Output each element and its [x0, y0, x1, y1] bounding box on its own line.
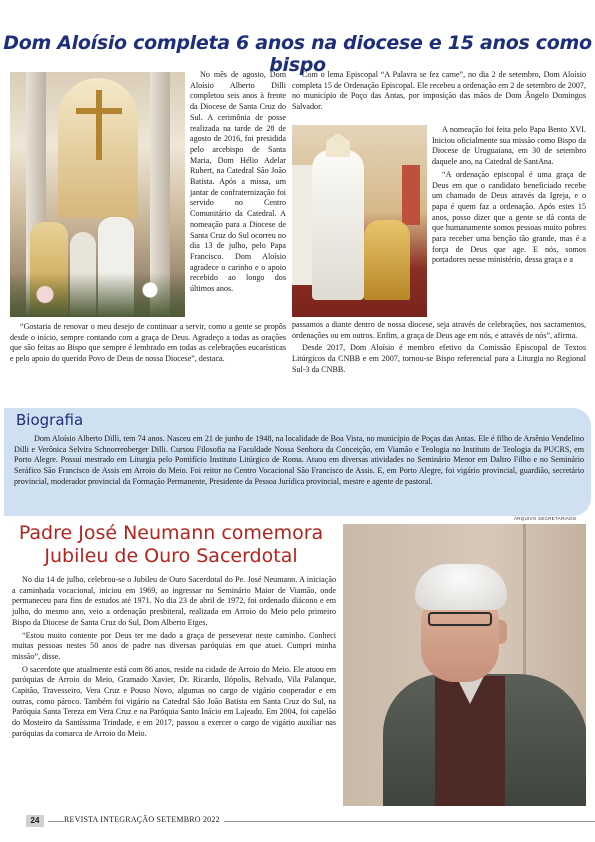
article1-paragraph: “A ordenação episcopal é uma graça de Deus em que o candidato beneficiado recebe um chamado de Deus através da Igreja, e o papa é quem faz a ordenação. Após estes 15 anos, posso dizer que a gente se dá conta de que humanamente somos pessoas muito pobres para receber uma benção tão grande, mas é a força de Deus que age. E nós, somos portadores nesse ministério, dessa graça e a — [432, 169, 586, 265]
photo-credit: ARQUIVO SECRETARIADO — [514, 516, 577, 521]
page-footer — [0, 812, 595, 830]
article2-headline-line: Padre José Neumann comemora — [18, 522, 324, 544]
article1-paragraph: passamos a diante dentro de nossa diocese, seja através de celebrações, nos sacramentos, ordenações ou em outros. Enfim, a graça de Deus age em nós, e através de nós”, afirma. — [292, 320, 586, 340]
article2-headline — [6, 522, 336, 568]
article1-paragraph: Desde 2017, Dom Aloísio é membro efetivo da Comissão Episcopal de Textos Litúrgicos da CNBB e em 2007, tornou-se Bispo referencial para a Liturgia no Regional Sul-3 da CNBB. — [292, 343, 586, 374]
article-headline: Dom Aloísio completa 6 anos na diocese e 15 anos como bispo — [3, 32, 592, 76]
article2-headline-line: Jubileu de Ouro Sacerdotal — [44, 545, 298, 567]
article1-paragraph: “Gostaria de renovar o meu desejo de continuar a servir, como a gente se propôs desde o início, sempre contando com a graça de Deus. Agradeço a todas as orações que são feitas ao Bispo que sempre é lembrado em todas as celebrações eucarísticas e pelo apoio do querido Povo de Deus de nossa Diocese”, destaca. — [10, 322, 286, 364]
article2-paragraph: O sacerdote que atualmente está com 86 anos, reside na cidade de Arroio do Meio. Ele atuou em paróquias de Arroio do Meio, Gramado Xavier, Dr. Ricardo, Ilópolis, Relvado, Vila Palanque, Capitão, Travesseiro, Vera Cruz e Pouso Novo, algumas no cargo de vigário cooperador e em outras, como pároco. Também foi vigário na Catedral São João Batista em Santa Cruz do Sul, na Paróquia Santa Tereza em Vera Cruz e na Paróquia Santo Inácio em Lajeado. Em 2004, foi capelão do Mosteiro da Santíssima Trindade, e em 2017, passou a exercer o cargo de vigário auxiliar nas paróquias da comarca de Arroio do Meio. — [12, 664, 336, 738]
padre-jose-portrait-photo — [343, 524, 586, 806]
article1-column2-narrow — [432, 125, 586, 268]
article2-paragraph: No dia 14 de julho, celebrou-se o Jubileu de Ouro Sacerdotal do Pe. José Neumann. A iniciação a caminhada vocacional, iniciou em 1969, ao ingressar no Seminário Maior de Viamão, onde permaneceu para fins de estudos até 1971. No dia 23 de abril de 1972, foi ordenado diácono e em julho, do mesmo ano, veio a ordenação presbiteral, realizada em Arroio do Meio pelo primeiro Bispo da Diocese de Santa Cruz do Sul, Dom Alberto Etges. — [12, 575, 336, 627]
article1-paragraph: A nomeação foi feita pelo Papa Bento XVI. Iniciou oficialmente sua missão como Bispo da Diocese de Uruguaiana, em 30 de setembro daquele ano, na Catedral de SantAna. — [432, 125, 586, 167]
biography-text — [14, 434, 584, 488]
cathedral-ceremony-photo — [10, 72, 185, 317]
biography-paragraph: Dom Aloísio Alberto Dilli, tem 74 anos. Nasceu em 21 de junho de 1948, na localidade de Boa Vista, no município de Poças das Antas. Ele é filho de Arsênio Vendelino Dilli e Verônica Selvira Schnorrenberger Dilli. Cursou Filosofia na Faculdade Nossa Senhora da Conceição, em Viamão e Teologia no Instituto de Teologia da PUCRS, em Porto Alegre. Possui mestrado em Liturgia pelo Pontifício Instituto Litúrgico de Roma. Atuou em diversas atividades no Seminário Menor em Daltro Filho e no Seminário Seráfico São Francisco de Assis em Arroio do Meio. Foi reitor no Centro Vocacional São Francisco de Assis. E, em Porto Alegre, foi vigário provincial, guardião, secretário provincial, moderador provincial da Formação Permanente, Presidente da Pessoa Jurídica provincial, mestre e agente de pastoral. — [14, 434, 584, 486]
page-number: 24 — [26, 815, 44, 827]
article1-paragraph: No mês de agosto, Dom Aloísio Alberto Dilli completou seis anos à frente da Diocese de Santa Cruz do Sul. A cerimônia de posse realizada na tarde de 28 de agosto de 2016, foi presidida pelo arcebispo de Santa Maria, Dom Hélio Adelar Rubert, na Catedral São João Batista. Após a missa, um jantar de confraternização foi servido no Centro Comunitário da Catedral. A nomeação para a Diocese de Santa Cruz do Sul ocorreu no dia 13 de julho, pelo Papa Francisco. Dom Aloísio agradece o carinho e o apoio recebido ao longo dos últimos anos. — [190, 70, 286, 294]
biography-title: Biografia — [16, 411, 84, 429]
magazine-name: REVISTA INTEGRAÇÃO SETEMBRO 2022 — [64, 815, 224, 824]
episcopal-ordination-photo — [292, 125, 427, 317]
article1-column2-bottom — [292, 320, 586, 378]
article1-column1-full — [10, 322, 286, 367]
article2-body — [12, 575, 336, 742]
article2-paragraph: “Estou muito contente por Deus ter me dado a graça de perseverar neste caminho. Conheci muitas pessoas nestes 50 anos de padre nas diversas paróquias em que atuei. Cumpri minha missão”, disse. — [12, 630, 336, 661]
article1-paragraph: Com o lema Episcopal “A Palavra se fez carne”, no dia 2 de setembro, Dom Aloísio completa 15 de Ordenação Episcopal. Ele recebeu a ordenação em 2 de setembro de 2007, no município de Poço das Antas, por imposição das mãos de Dom Ângelo Domingos Salvador. — [292, 70, 586, 112]
article1-column2-top — [292, 70, 586, 115]
article1-column1-narrow — [190, 70, 286, 297]
